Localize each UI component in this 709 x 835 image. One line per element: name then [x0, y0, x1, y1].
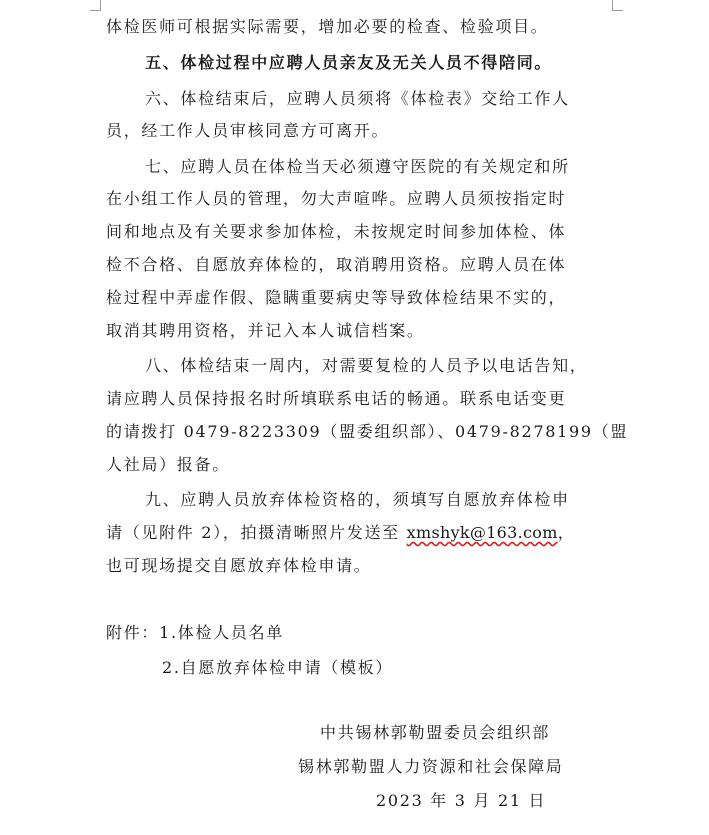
email-address[interactable]: xmshyk@163.com	[406, 523, 558, 542]
crop-mark-top-right	[612, 0, 623, 11]
signature-org-1: 中共锡林郭勒盟委员会组织部	[320, 723, 551, 742]
body-line: 九、应聘人员放弃体检资格的，须填写自愿放弃体检申	[145, 490, 570, 509]
body-line: 在小组工作人员的管理，勿大声喧哗。应聘人员须按指定时	[106, 189, 567, 208]
body-line: 七、应聘人员在体检当天必须遵守医院的有关规定和所	[145, 157, 570, 176]
attachments-label: 附件：1.体检人员名单	[106, 623, 284, 642]
crop-mark-top-left	[90, 0, 101, 11]
body-text: ，	[557, 523, 576, 542]
attachment-item-2: 2.自愿放弃体检申请（模板）	[162, 658, 394, 677]
body-line: 六、体检结束后，应聘人员须将《体检表》交给工作人	[145, 89, 570, 108]
body-line: 员，经工作人员审核同意方可离开。	[106, 121, 390, 140]
body-line: 人社局）报备。	[106, 455, 230, 474]
signature-org-2: 锡林郭勒盟人力资源和社会保障局	[298, 757, 564, 776]
body-line-with-email	[106, 522, 575, 544]
body-line: 的请拨打 0479-8223309（盟委组织部）、0479-8278199（盟	[106, 422, 629, 441]
body-line: 请应聘人员保持报名时所填联系电话的畅通。联系电话变更	[106, 389, 567, 408]
body-line: 检过程中弄虚作假、隐瞒重要病史等导致体检结果不实的，	[106, 288, 567, 307]
body-line: 检不合格、自愿放弃体检的，取消聘用资格。应聘人员在体	[106, 255, 567, 274]
body-text: 请（见附件 2），拍摄清晰照片发送至	[106, 523, 407, 542]
item-five-heading: 五、体检过程中应聘人员亲友及无关人员不得陪同。	[145, 53, 553, 72]
body-line: 取消其聘用资格，并记入本人诚信档案。	[106, 321, 425, 340]
body-line: 间和地点及有关要求参加体检，未按规定时间参加体检、体	[106, 222, 567, 241]
body-line: 也可现场提交自愿放弃体检申请。	[106, 556, 372, 575]
body-line: 八、体检结束一周内，对需要复检的人员予以电话告知，	[145, 356, 588, 375]
signature-date: 2023 年 3 月 21 日	[376, 791, 547, 810]
body-line: 体检医师可根据实际需要，增加必要的检查、检验项目。	[106, 17, 549, 36]
